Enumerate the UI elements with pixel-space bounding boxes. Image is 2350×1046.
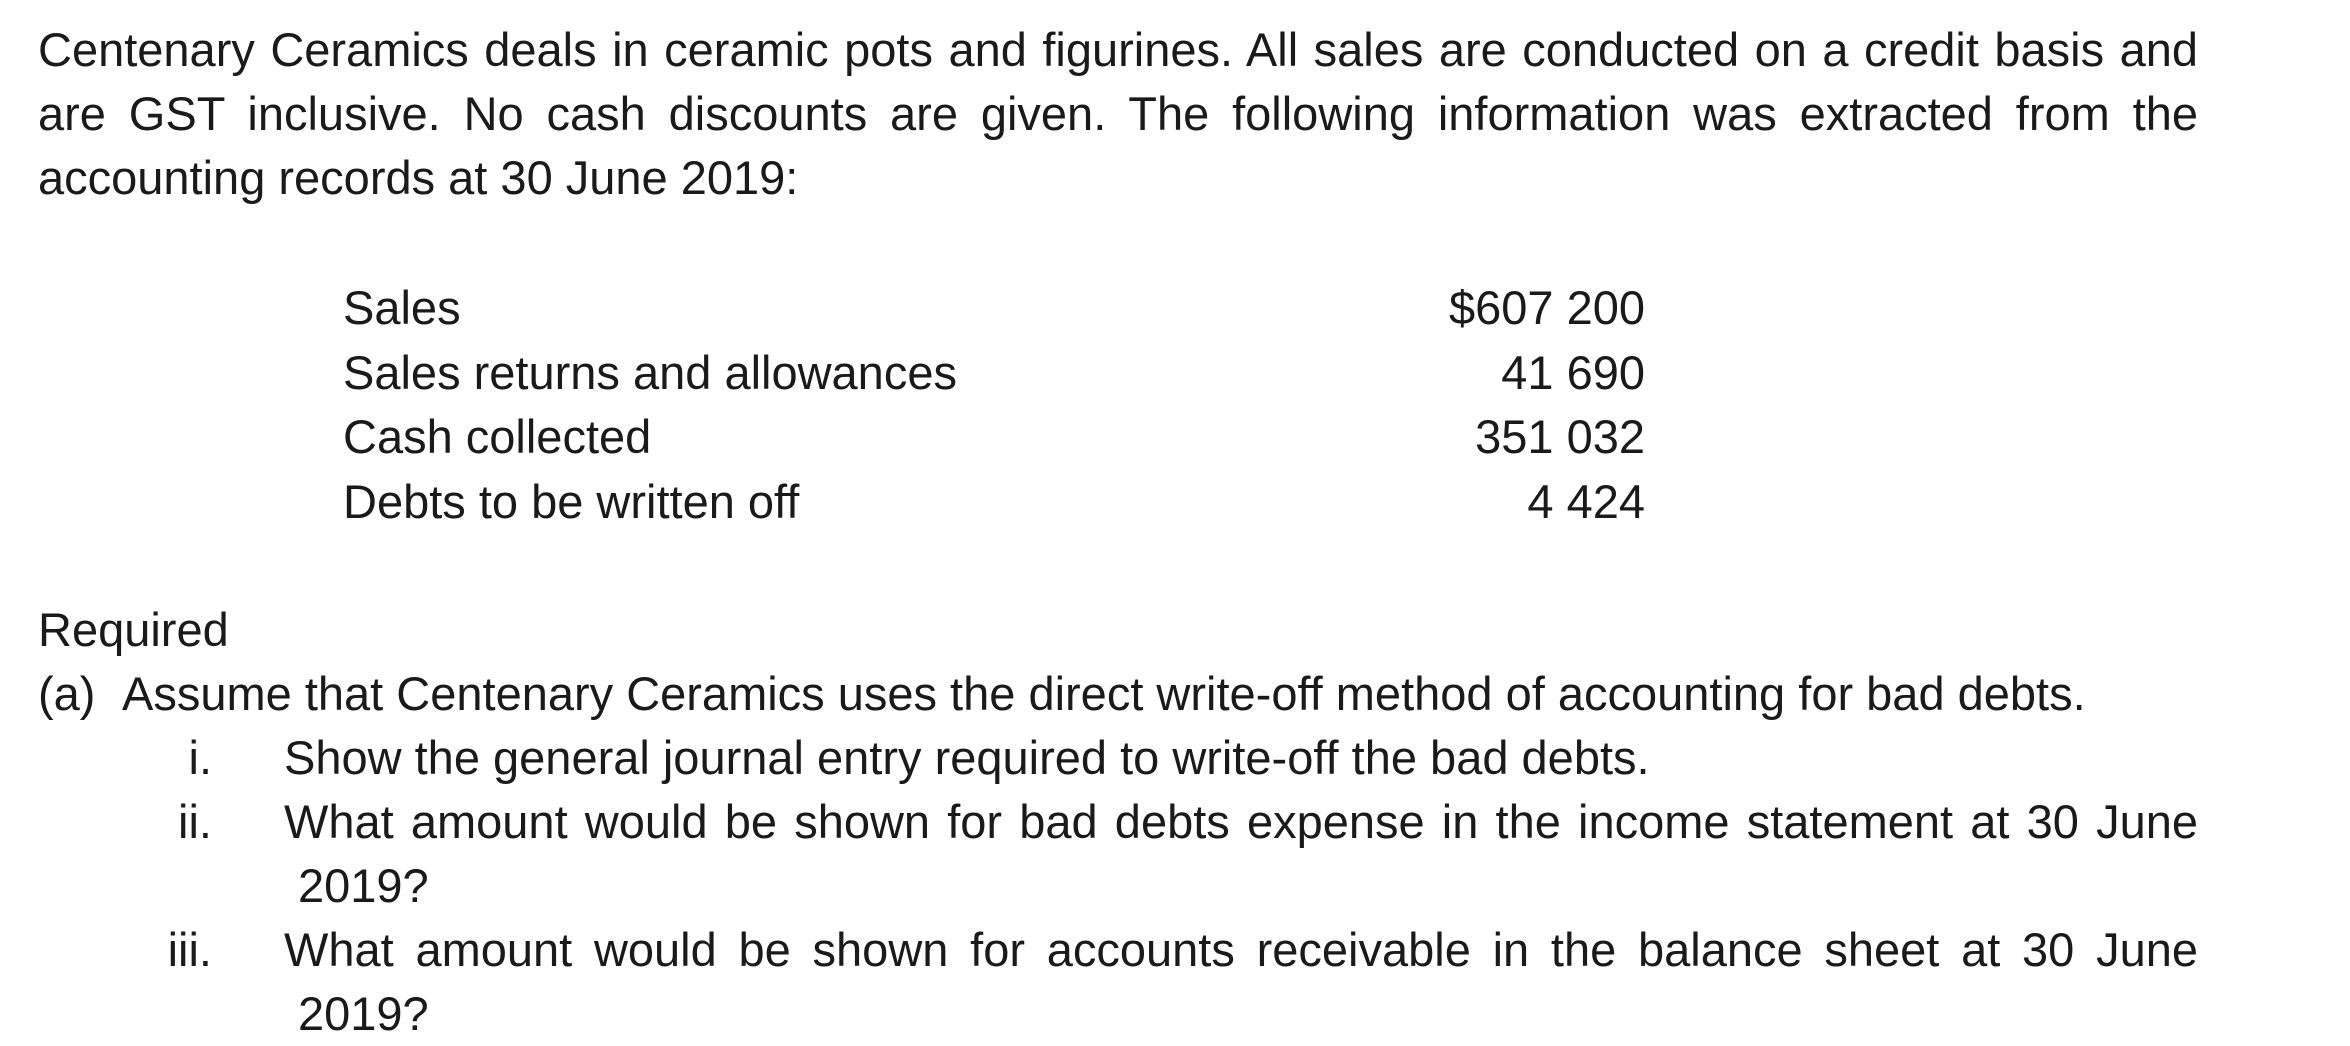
required-heading: Required <box>38 603 229 656</box>
table-row <box>343 470 1645 535</box>
sub-question-line: What amount would be shown for bad debts expense in the income statement at 30 June <box>284 795 2198 848</box>
sub-question-text: Show the general journal entry required to write-off the bad debts. <box>284 731 1650 784</box>
sub-question-number: i. <box>188 731 212 784</box>
part-a-label: (a) <box>38 667 96 720</box>
intro-paragraph <box>38 18 2198 210</box>
row-amount: 4 424 <box>1527 474 1645 528</box>
part-a-text: Assume that Centenary Ceramics uses the direct write-off method of accounting for bad debts. <box>122 667 2086 720</box>
sub-question-number: iii. <box>167 923 212 976</box>
row-label: Sales returns and allowances <box>343 345 957 399</box>
row-label: Debts to be written off <box>343 474 800 528</box>
sub-question-line: 2019? <box>298 987 429 1040</box>
table-row <box>343 405 1645 470</box>
sub-question-line: 2019? <box>298 859 429 912</box>
sub-question-text <box>284 918 2198 1046</box>
row-label: Sales <box>343 281 461 335</box>
sub-question-line: What amount would be shown for accounts receivable in the balance sheet at 30 June <box>284 923 2198 976</box>
row-amount: 351 032 <box>1475 410 1645 464</box>
intro-line: are GST inclusive. No cash discounts are given. The following information was extracted from the <box>38 87 2198 140</box>
table-row <box>343 341 1645 406</box>
part-a-question <box>38 662 2086 726</box>
accounting-figures-table <box>343 276 1645 534</box>
sub-question-text <box>284 790 2198 918</box>
intro-line: accounting records at 30 June 2019: <box>38 151 799 204</box>
row-amount: $607 200 <box>1448 281 1645 335</box>
sub-question-number: ii. <box>178 795 212 848</box>
row-label: Cash collected <box>343 410 652 464</box>
row-amount: 41 690 <box>1501 345 1645 399</box>
table-row <box>343 276 1645 341</box>
intro-line: Centenary Ceramics deals in ceramic pots and figurines. All sales are conducted on a credit basis and <box>38 23 2198 76</box>
